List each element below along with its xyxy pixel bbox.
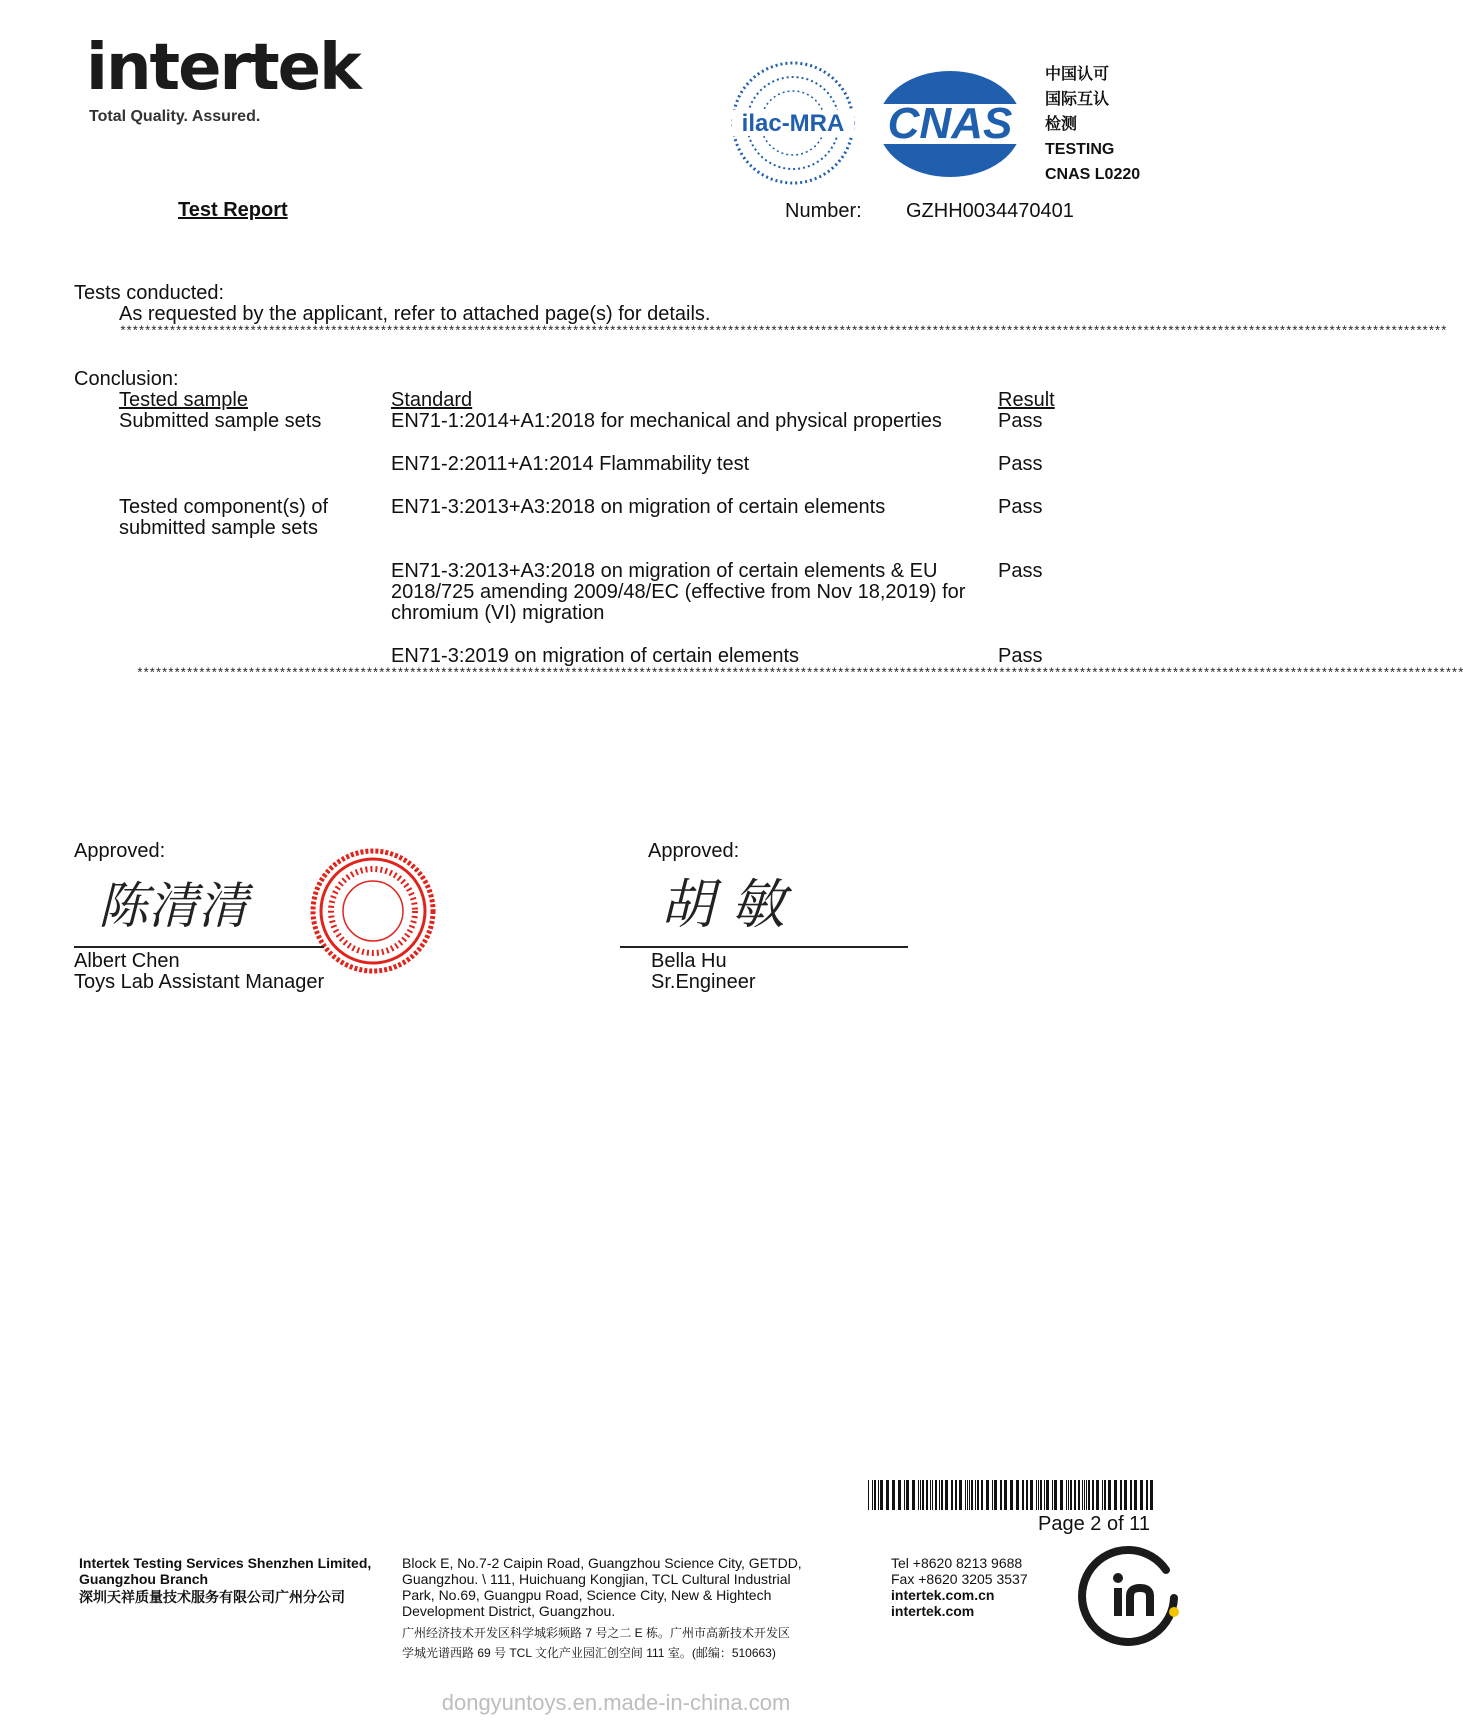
barcode-bar: [872, 1480, 873, 1510]
approver-title: Toys Lab Assistant Manager: [74, 971, 325, 993]
conclusion-heading: Conclusion:: [74, 368, 179, 390]
col-result: Result: [998, 389, 1055, 411]
barcode-bar: [1004, 1480, 1007, 1510]
row-standard: EN71-3:2013+A3:2018 on migration of certain elements: [391, 496, 886, 518]
barcode-bar: [967, 1480, 968, 1510]
barcode-bar: [1104, 1480, 1106, 1510]
barcode-bar: [1124, 1480, 1127, 1510]
barcode-bar: [945, 1480, 948, 1510]
signature-bella: 胡 敏: [660, 873, 786, 936]
barcode-bar: [969, 1480, 970, 1510]
barcode-bar: [977, 1480, 979, 1510]
number-label: Number:: [785, 200, 862, 222]
company-name-line: Intertek Testing Services Shenzhen Limited,: [79, 1555, 372, 1571]
cnas-line: TESTING: [1045, 141, 1115, 158]
intertek-logo: intertek: [86, 31, 360, 105]
cnas-line: CNAS L0220: [1045, 166, 1141, 183]
barcode-bar: [922, 1480, 924, 1510]
barcode-bar: [1134, 1480, 1137, 1510]
tests-heading: Tests conducted:: [74, 282, 225, 304]
tests-text: As requested by the applicant, refer to attached page(s) for details.: [119, 303, 711, 325]
barcode-bar: [1046, 1480, 1049, 1510]
barcode-bar: [965, 1480, 966, 1510]
barcode-bar: [1070, 1480, 1072, 1510]
barcode-bar: [932, 1480, 933, 1510]
ilac-mra-logo: [730, 60, 856, 186]
barcode-bar: [1068, 1480, 1069, 1510]
barcode-bar: [1016, 1480, 1019, 1510]
barcode-bar: [1140, 1480, 1143, 1510]
barcode-bar: [886, 1480, 889, 1510]
separator-bottom: **********************************************************************************************************************************************************************************************************************: [136, 666, 1463, 681]
barcode-bar: [898, 1480, 901, 1510]
report-number: GZHH0034470401: [906, 200, 1074, 222]
barcode: [868, 1480, 1154, 1510]
barcode-bar: [975, 1480, 976, 1510]
cnas-line: 中国认可: [1045, 66, 1110, 83]
barcode-bar: [1146, 1480, 1148, 1510]
barcode-bar: [1010, 1480, 1013, 1510]
cnas-accreditation-text: [1045, 62, 1140, 187]
barcode-bar: [986, 1480, 989, 1510]
barcode-bar: [951, 1480, 953, 1510]
page-number: Page 2 of 11: [1038, 1513, 1150, 1535]
cnas-line: 国际互认: [1045, 91, 1110, 108]
barcode-bar: [959, 1480, 962, 1510]
cnas-line: 检测: [1045, 116, 1078, 133]
barcode-bar: [1102, 1480, 1103, 1510]
cnas-logo: [874, 68, 1026, 180]
approver-name: Albert Chen: [74, 950, 180, 972]
barcode-bar: [1000, 1480, 1002, 1510]
barcode-bar: [1086, 1480, 1087, 1510]
address-cn-line: 学城光谱西路 69 号 TCL 文化产业园汇创空间 111 室。(邮编：510663): [402, 1646, 776, 1660]
barcode-bar: [1038, 1480, 1039, 1510]
barcode-bar: [1026, 1480, 1028, 1510]
signature-line: [620, 946, 908, 948]
barcode-bar: [1130, 1480, 1132, 1510]
barcode-bar: [1096, 1480, 1099, 1510]
barcode-bar: [941, 1480, 943, 1510]
address-cn-line: 广州经济技术开发区科学城彩频路 7 号之二 E 栋。广州市高新技术开发区: [402, 1626, 791, 1640]
row-result: Pass: [998, 453, 1043, 475]
signature-albert: 陈清清: [98, 877, 248, 935]
report-title: Test Report: [178, 199, 288, 221]
barcode-bar: [939, 1480, 940, 1510]
footer-address: [402, 1555, 860, 1663]
tagline: Total Quality. Assured.: [89, 108, 261, 125]
watermark: dongyuntoys.en.made-in-china.com: [441, 1690, 791, 1715]
barcode-bar: [892, 1480, 895, 1510]
barcode-bar: [1092, 1480, 1094, 1510]
row-sample: Submitted sample sets: [119, 410, 322, 432]
barcode-bar: [1108, 1480, 1111, 1510]
barcode-bar: [992, 1480, 993, 1510]
barcode-bar: [878, 1480, 879, 1510]
barcode-bar: [868, 1480, 869, 1510]
barcode-bar: [1088, 1480, 1090, 1510]
barcode-bar: [1082, 1480, 1083, 1510]
separator-top: **********************************************************************************************************************************************************************************************************************: [119, 324, 1447, 339]
barcode-bar: [912, 1480, 915, 1510]
footer-company: [79, 1555, 371, 1605]
barcode-bar: [1114, 1480, 1117, 1510]
row-result: Pass: [998, 410, 1043, 432]
barcode-bar: [918, 1480, 919, 1510]
barcode-bar: [1150, 1480, 1153, 1510]
barcode-bar: [1066, 1480, 1067, 1510]
barcode-bar: [994, 1480, 997, 1510]
fax: Fax +8620 3205 3537: [891, 1571, 1028, 1587]
row-result: Pass: [998, 645, 1043, 667]
approver-name: Bella Hu: [651, 950, 727, 972]
barcode-bar: [1022, 1480, 1024, 1510]
address-line: Guangzhou. \ 111, Huichuang Kongjian, TCL Cultural Industrial: [402, 1571, 791, 1587]
approved-label: Approved:: [648, 840, 740, 862]
address-line: Park, No.69, Guangpu Road, Science City, New & Hightech: [402, 1587, 772, 1603]
barcode-bar: [1040, 1480, 1042, 1510]
barcode-bar: [1084, 1480, 1085, 1510]
approver-title: Sr.Engineer: [651, 971, 756, 993]
company-name-line: Guangzhou Branch: [79, 1571, 209, 1587]
barcode-bar: [1036, 1480, 1037, 1510]
barcode-bar: [874, 1480, 876, 1510]
website-cn[interactable]: intertek.com.cn: [891, 1587, 995, 1603]
row-standard: EN71-3:2019 on migration of certain elements: [391, 645, 800, 667]
row-standard: EN71-2:2011+A1:2014 Flammability test: [391, 453, 750, 475]
row-result: Pass: [998, 496, 1043, 518]
barcode-bar: [930, 1480, 931, 1510]
row-sample: Tested component(s) of submitted sample sets: [119, 496, 328, 539]
barcode-bar: [1074, 1480, 1076, 1510]
barcode-bar: [920, 1480, 921, 1510]
address-line: Development District, Guangzhou.: [402, 1603, 616, 1619]
approved-label: Approved:: [74, 840, 166, 862]
signature-line: [74, 946, 324, 948]
website[interactable]: intertek.com: [891, 1603, 975, 1619]
cnas-text: CNAS: [887, 99, 1013, 148]
address-line: Block E, No.7-2 Caipin Road, Guangzhou Science City, GETDD,: [402, 1555, 802, 1571]
barcode-bar: [1060, 1480, 1063, 1510]
barcode-bar: [1052, 1480, 1053, 1510]
ilac-text: ilac-MRA: [741, 110, 845, 137]
barcode-bar: [880, 1480, 883, 1510]
col-standard: Standard: [391, 389, 473, 411]
barcode-bar: [906, 1480, 909, 1510]
row-result: Pass: [998, 560, 1043, 582]
barcode-bar: [926, 1480, 928, 1510]
barcode-bar: [1044, 1480, 1045, 1510]
barcode-bar: [955, 1480, 957, 1510]
barcode-bar: [1120, 1480, 1122, 1510]
tel: Tel +8620 8213 9688: [891, 1555, 1023, 1571]
footer-contact: [891, 1555, 1028, 1619]
row-standard: EN71-3:2013+A3:2018 on migration of certain elements & EU 2018/725 amending 2009/48/EC (effective from Nov 18,2019) for chromium (VI) migration: [391, 560, 966, 624]
col-tested-sample: Tested sample: [119, 389, 248, 411]
barcode-bar: [971, 1480, 973, 1510]
barcode-bar: [1078, 1480, 1080, 1510]
barcode-bar: [904, 1480, 905, 1510]
intertek-in-icon: [1078, 1540, 1186, 1648]
barcode-bar: [981, 1480, 983, 1510]
barcode-bar: [1030, 1480, 1033, 1510]
barcode-bar: [1054, 1480, 1057, 1510]
company-name-cn: 深圳天祥质量技术服务有限公司广州分公司: [79, 1589, 345, 1605]
row-standard: EN71-1:2014+A1:2018 for mechanical and physical properties: [391, 410, 942, 432]
company-seal: [310, 848, 436, 974]
barcode-bar: [935, 1480, 937, 1510]
